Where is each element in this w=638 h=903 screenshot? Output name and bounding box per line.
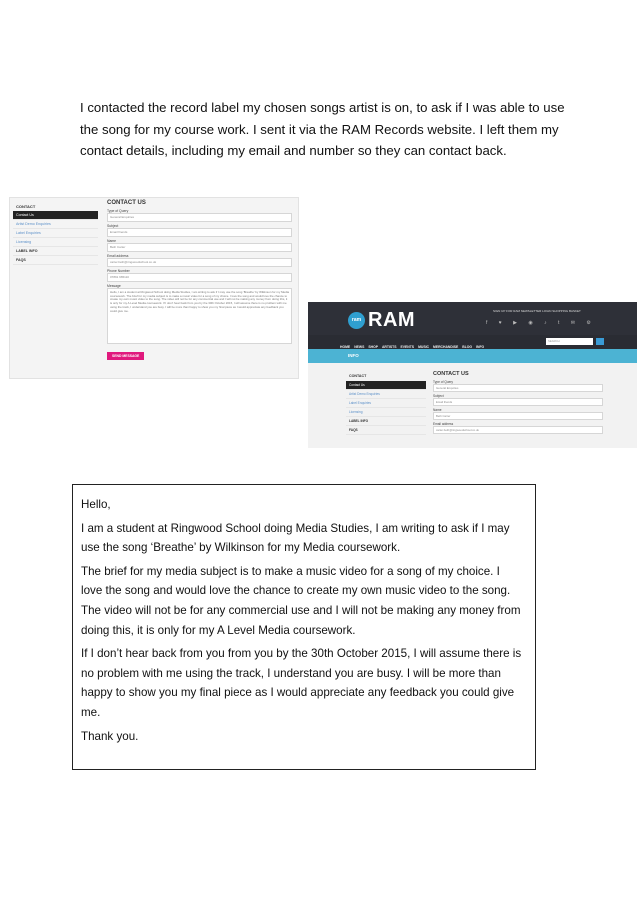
email-field[interactable]: carter.beth@ringwoodschool.co.uk <box>433 426 603 434</box>
sidebar-item-contact-us[interactable]: Contact Us <box>346 381 426 390</box>
letter-closing: Thank you. <box>81 729 139 743</box>
ram-website-screenshot <box>308 302 637 448</box>
field-label: Type of Query <box>107 209 129 213</box>
nav-item-blog[interactable]: BLOG <box>462 345 473 349</box>
sidebar-item-contact-us[interactable]: Contact Us <box>13 211 98 220</box>
sidebar-item-faqs[interactable]: FAQS <box>346 426 426 435</box>
sidebar-item-licensing[interactable]: Licensing <box>346 408 426 417</box>
field-label: Subject <box>107 224 119 228</box>
site-header <box>308 302 637 335</box>
search-input[interactable]: SEARCH <box>546 338 593 345</box>
sidebar-header: CONTACT <box>16 204 36 209</box>
nav-item-info[interactable]: INFO <box>476 345 485 349</box>
form-title: CONTACT US <box>107 200 146 206</box>
nav-item-events[interactable]: EVENTS <box>400 345 415 349</box>
field-label: Name <box>107 239 117 243</box>
sidebar-item-faqs[interactable]: FAQS <box>13 256 98 265</box>
query-type-select[interactable]: General Enquiries <box>107 213 292 222</box>
field-label: Message <box>107 284 121 288</box>
sidebar-item-label-info[interactable]: LABEL INFO <box>13 247 98 256</box>
intro-paragraph: I contacted the record label my chosen songs artist is on, to ask if I was able to use the song for my course work. I sent it via the RAM Records website. I left them my contact details, including my email and number so they can contact back. <box>80 100 565 158</box>
social-icons[interactable]: f ♥ ▶ ◉ ♪ t ✉ ⚙ <box>486 320 596 326</box>
phone-field[interactable]: 07891 965110 <box>107 273 292 282</box>
message-textarea[interactable]: Hello, I am a student at Ringwood School doing Media Studies, I am writing to ask if I may use the song 'Breathe' by Wilkinson for my Media coursework. The brief for my media subject is to make a music video for a song of my choice. I love the song and would love the chance to create my own music video to the song. The video will not be for any commercial use and I will not be making any money from doing this, it is only for my A Level Media coursework. If I don't hear back from you by the 30th October 2015, I will assume there is no problem with me using the track, I understand you are busy. I will be more than happy to show you my final piece as I would appreciate any feedback you could give me. <box>107 288 292 344</box>
form-title: CONTACT US <box>433 371 469 377</box>
site-contact-form <box>433 371 603 434</box>
send-message-button[interactable]: SEND MESSAGE <box>107 352 144 360</box>
sidebar-item-label-info[interactable]: LABEL INFO <box>346 417 426 426</box>
contact-sidebar <box>13 202 98 265</box>
contact-form <box>107 200 292 362</box>
nav-item-artists[interactable]: ARTISTS <box>381 345 397 349</box>
field-label: Email address <box>107 254 129 258</box>
nav-item-news[interactable]: NEWS <box>354 345 365 349</box>
site-sidebar <box>346 372 426 435</box>
field-label: Subject <box>433 394 444 398</box>
search-button[interactable] <box>596 338 604 345</box>
field-label: Type of Query <box>433 380 454 384</box>
contact-form-screenshot <box>9 197 299 379</box>
letter-greeting: Hello, <box>81 498 111 511</box>
query-type-select[interactable]: General Enquiries <box>433 384 603 392</box>
ram-logo-text: RAM <box>368 309 416 331</box>
sidebar-item-label-enquiries[interactable]: Label Enquiries <box>346 399 426 408</box>
utility-links[interactable]: SIGN UP FOR RAM NEWSLETTER LOGIN SHOPPING BASKET <box>493 309 581 313</box>
field-label: Name <box>433 408 442 412</box>
name-field[interactable]: Beth Carter <box>107 243 292 252</box>
subject-field[interactable]: Email friends <box>433 398 603 406</box>
subject-field[interactable]: Email friends <box>107 228 292 237</box>
letter-paragraph: If I don’t hear back from you from you by the 30th October 2015, I will assume there is no problem with me using the track, I understand you are busy. I will be more than happy to show you my final piece as I would appreciate any feedback you could give me. <box>81 647 522 719</box>
ram-logo[interactable] <box>348 310 428 332</box>
nav-item-merchandise[interactable]: MERCHANDISE <box>433 345 459 349</box>
sidebar-item-licensing[interactable]: Licensing <box>13 238 98 247</box>
ram-logo-badge: ram <box>348 312 365 329</box>
sidebar-header: CONTACT <box>349 374 367 378</box>
field-label: Email address <box>433 422 454 426</box>
nav-item-shop[interactable]: SHOP <box>368 345 378 349</box>
sidebar-item-artist-demo[interactable]: Artist Demo Enquiries <box>346 390 426 399</box>
email-field[interactable]: carter.beth@ringwoodschool.co.uk <box>107 258 292 267</box>
nav-item-music[interactable]: MUSIC <box>418 345 430 349</box>
section-title: INFO <box>348 353 359 358</box>
letter-box <box>72 484 536 770</box>
letter-paragraph: I am a student at Ringwood School doing Media Studies, I am writing to ask if I may use the song ‘Breathe’ by Wilkinson for my Media coursework. <box>81 521 510 555</box>
name-field[interactable]: Beth Carter <box>433 412 603 420</box>
sidebar-item-artist-demo[interactable]: Artist Demo Enquiries <box>13 220 98 229</box>
letter-paragraph: The brief for my media subject is to make a music video for a song of my choice. I love the song and would love the chance to create my own music video to the song. The video will not be for any commercial use and I will not be making any money from doing this, it is only for my A Level Media coursework. <box>81 564 521 637</box>
nav-item-home[interactable]: HOME <box>340 345 351 349</box>
sidebar-item-label-enquiries[interactable]: Label Enquiries <box>13 229 98 238</box>
section-band <box>308 349 637 363</box>
field-label: Phone Number <box>107 269 130 273</box>
